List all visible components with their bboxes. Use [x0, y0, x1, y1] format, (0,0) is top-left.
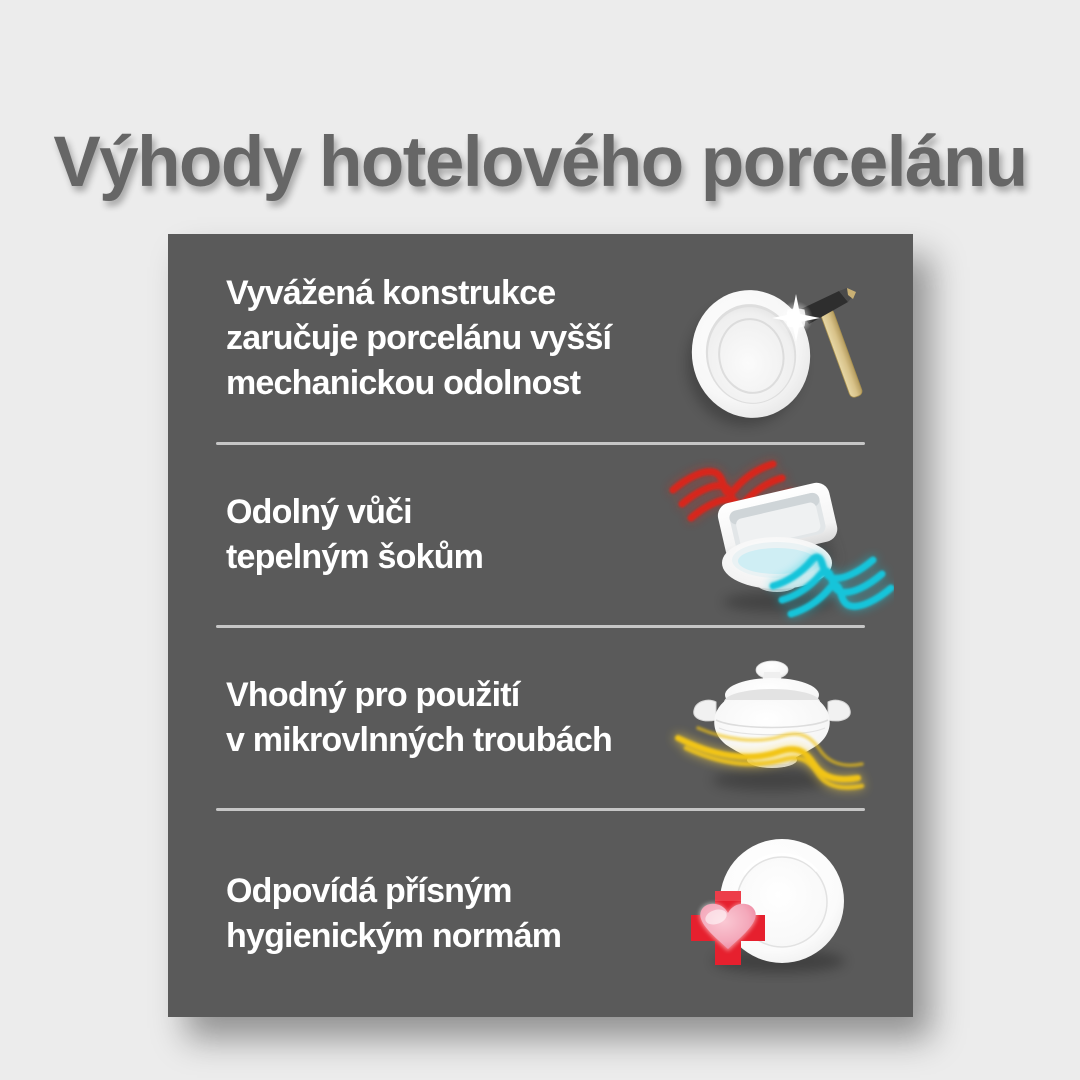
feature-row-thermal — [168, 445, 913, 625]
text-line: Odpovídá přísným — [226, 872, 512, 910]
plate-hammer-icon — [654, 266, 899, 438]
text-line: zaručuje porcelánu vyšší — [226, 318, 612, 357]
text-line: Vhodný pro použití — [226, 676, 520, 714]
page-title: Výhody hotelového porcelánu — [53, 122, 1027, 202]
hygiene-plate-icon — [654, 829, 899, 987]
feature-row-microwave — [168, 628, 913, 808]
features-card — [168, 234, 913, 1017]
feature-row-hygiene — [168, 811, 913, 1017]
feature-text-microwave — [226, 673, 612, 763]
feature-text-mechanical — [226, 271, 611, 406]
feature-text-thermal — [226, 490, 483, 580]
text-line: Vyvážená konstrukce — [226, 273, 556, 312]
text-line: hygienickým normám — [226, 917, 562, 955]
feature-row-mechanical — [168, 234, 913, 442]
text-line: v mikrovlnných troubách — [226, 721, 612, 759]
feature-text-hygiene — [226, 869, 561, 959]
text-line: Odolný vůči — [226, 493, 412, 531]
microwave-tureen-icon — [654, 640, 899, 812]
text-line: tepelným šokům — [226, 538, 484, 576]
thermal-shock-dishes-icon — [654, 444, 899, 626]
text-line: mechanickou odolnost — [226, 363, 581, 402]
